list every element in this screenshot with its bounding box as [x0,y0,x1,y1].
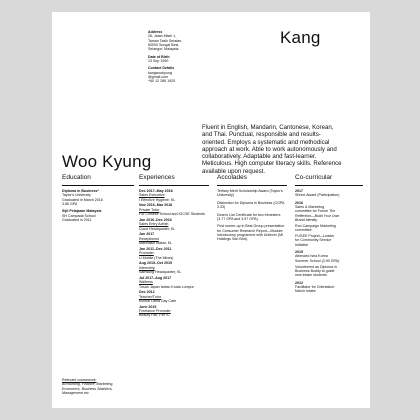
education-line: 3.86 GPA [62,201,78,206]
education-title: Diploma in Business* [62,189,99,193]
experience-place: Beauty Fair, PWTC [139,313,170,318]
accolades-heading: Accolades [217,174,287,186]
cocurricular-item [295,281,363,294]
experience-date: Dec 2017–May 2018 [139,189,173,193]
cocurricular-item [295,250,363,263]
education-line: Graduated in 2011 [62,217,92,222]
cocurricular-line: Brand Identity [295,217,318,222]
dob-label: Date of Birth [148,54,170,59]
cocurricular-line: Summer School (3.90 GPA) [295,258,340,263]
accolade-item: Dean's List Certificate for two trimesters (3.77 GPA and 3.97 GPA) [217,212,281,221]
cocurricular-item [295,189,363,198]
dob-value: 13 Sep 1990 [148,58,169,63]
experience-date: Jul 2017–Aug 2017 [139,275,172,280]
cocurricular-year: 2017 [295,189,303,193]
cocurricular-line: Business Buddy to guide [295,268,335,273]
cocurricular-line: Facilitator for Orientation [295,284,335,289]
accolade-item: Tertiary Merit Scholarship Award (Taylor's University) [217,189,283,198]
cocurricular-heading: Co-curricular [295,174,363,186]
cocurricular-line: Volunteered as Diploma in [295,264,337,269]
address-label: Address [148,30,163,34]
address-line: 26, Jalan Mistri 1, [148,34,177,39]
experience-role: Waitress [139,280,153,285]
experience-place: For Chinese School and IGCSE Students [139,212,205,217]
cocurricular-line: Shrine Award (Participation) [295,193,340,198]
experience-date: Aug 2015–Oct 2015 [139,261,172,266]
experience-item [139,232,209,245]
coursework-note [62,378,132,395]
coursework-label: Relevant coursework: [62,378,97,382]
experience-date: Jan 2017 [139,232,155,237]
experiences-column [139,174,209,318]
education-line: Graduated in March 2016 [62,197,103,202]
experience-item [139,218,209,231]
cocurricular-item [295,234,363,247]
experience-role: Promoter [139,251,154,256]
given-name-heading: Woo Kyung [62,152,152,171]
cocurricular-line: committee [295,228,312,233]
experience-role: Sales Entry Admin [139,222,169,227]
surname-heading: Kang [280,28,321,47]
cocurricular-item [295,201,363,222]
education-item [62,189,134,206]
address-line: 60000 Sungai Besi, [148,42,180,47]
experience-role: Receptionist [139,236,159,241]
education-heading: Education [62,174,134,186]
education-item [62,209,134,222]
experience-place: U Mobile (The Mines) [139,255,174,260]
experience-item [139,189,209,202]
experience-date: Dec 2012 [139,290,155,295]
cocurricular-item [295,265,363,278]
cv-page [52,12,370,408]
experience-place: Gucci Headquarter, KL [139,226,176,231]
experience-role: Private Tutor [139,207,160,212]
phone-line: +60 12 286 1920 [148,79,176,84]
cocurricular-line: new intake students [295,273,327,278]
address-line: Taman Tasik Selatan, [148,38,183,43]
contact-details-label: Contact Details [148,66,175,71]
cocurricular-column [295,174,363,294]
experience-role: Internship [139,265,155,270]
experience-item [139,276,209,289]
experience-item [139,247,209,260]
education-column [62,174,134,222]
contact-block [148,30,218,84]
experience-date: Nov 2016–Mar 2018 [139,203,173,208]
experience-place: Tusan Japan Isetan Kuala Lumpur [139,284,194,289]
experience-date: Jan 2016–Dec 2016 [139,217,172,222]
bio-paragraph: Fluent in English, Mandarin, Cantonese, Korean, and Thai. Punctual, responsible and results-oriented. Employs a systematic and methodical approach at work. Able to work autonomously and collaboratively. Adaptable and fast-learner. Meticulous. High computer literacy skills. Reference available upon request. [202,124,342,175]
accolades-column [217,174,287,242]
experience-role: Teacher/Tutor [139,294,162,299]
experience-role: Freelance Promoter [139,309,171,314]
cocurricular-line: Attended Isha Korea [295,254,328,259]
cocurricular-line: March Intake [295,289,316,294]
cocurricular-line: committee for Forum The [295,209,336,214]
cocurricular-year: 2015 [295,250,303,255]
cocurricular-item [295,224,363,233]
address-line: Selangor, Malaysia. [148,47,180,52]
cocurricular-line: Reflection—Build Your Own [295,213,340,218]
cocurricular-line: FUGEE Project—Leader [295,234,335,239]
education-title: Sijil Pelajaran Malaysia [62,209,102,214]
cocurricular-line: Ron Campaign Marketing [295,223,336,228]
cocurricular-line: Sales & Marketing [295,205,325,210]
education-line: Taylor's University [62,193,91,198]
email-line: @gmail.com [148,75,169,80]
experience-role: Sales Executive [139,193,165,198]
accolade-item: First runner-up in Best Group presentation for Consumer Research Report—Module: Introductory programme with Unilever (MI Holdings Sdn Bhd). [217,224,285,242]
experience-date: June 2015 [139,304,157,309]
experience-date: Jan 2011–Dec 2011 [139,246,172,251]
experience-item [139,305,209,318]
experience-place: Samsung Headquarter, KL [139,270,182,275]
coursework-text: Accounting, Finance, Marketing, Economics, Business Statistics, Management etc. [62,382,114,395]
experience-place: Kuchai Lama Day Care [139,298,177,303]
cocurricular-line: for Community Service [295,238,332,243]
experience-place: Makolaikit Makar, KL [139,241,173,246]
cocurricular-year: 2016 [295,200,303,205]
accolade-item: Distinction for Diploma in Business (CGPA 3.33) [217,200,285,210]
experience-item [139,203,209,216]
experiences-heading: Experiences [139,174,209,186]
cocurricular-year: 2012 [295,280,303,285]
education-line: SH Campada School [62,213,96,218]
email-line: kangwookyung [148,70,172,75]
experience-place: I Effective Hygiene, KL [139,197,176,202]
cocurricular-line: Initiative [295,242,309,247]
experience-item [139,290,209,303]
experience-item [139,261,209,274]
